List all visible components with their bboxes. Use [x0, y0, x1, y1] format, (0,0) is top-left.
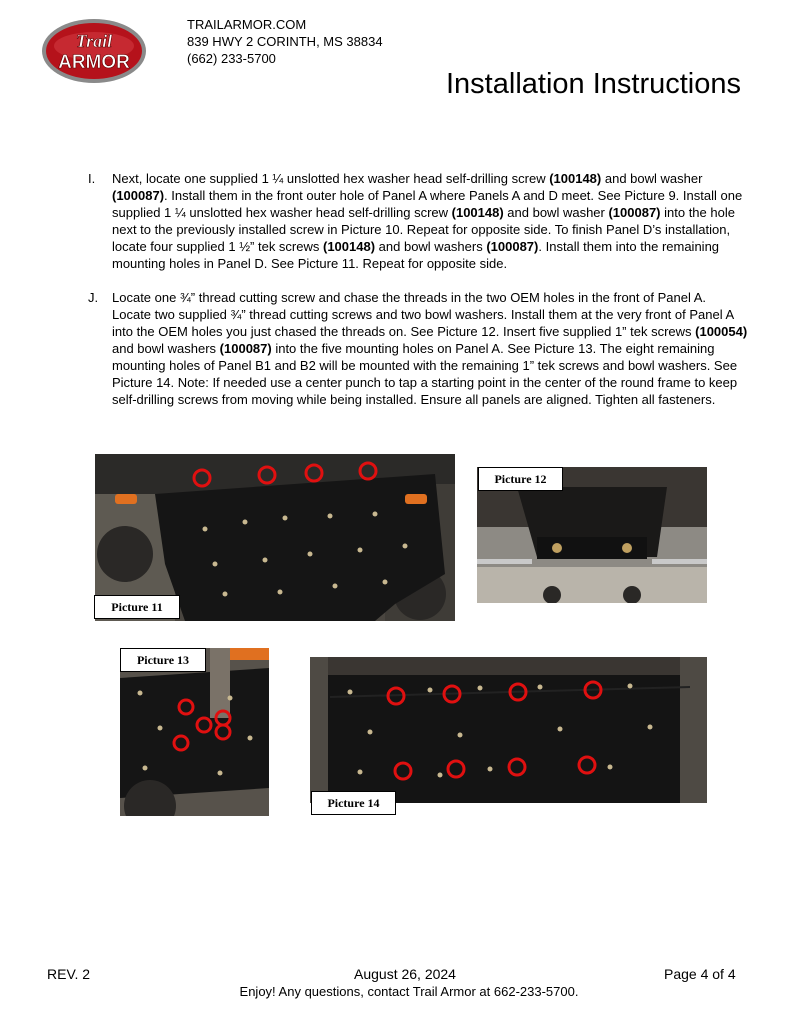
step-text-run: Locate one ¾” thread cutting screw and chase the threads in the two OEM holes in the front of Panel A. Locate two supplied ¾” thread cutting screws and two bowl washers. Install them at the very front of Panel A into the OEM holes you just chased the threads on. See Picture 12. Insert five supplied 1” tek screws [112, 290, 734, 339]
picture-12-caption: Picture 12 [478, 467, 563, 491]
step-text-run: into the hole next to the previously installed screw in Picture 10. Repeat for opposite side. To finish Panel D’s installation, locate four supplied 1 ½” tek screws [112, 205, 735, 254]
footer-date: August 26, 2024 [354, 966, 456, 982]
step-text-run: Next, locate one supplied 1 ¼ unslotted hex washer head self-drilling screw [112, 171, 550, 186]
part-number: (100087) [486, 239, 539, 254]
footer-contact-note: Enjoy! Any questions, contact Trail Armor at 662-233-5700. [239, 984, 579, 999]
picture-11-caption: Picture 11 [94, 595, 180, 619]
svg-text:ARMOR: ARMOR [58, 52, 130, 73]
page-title: Installation Instructions [446, 68, 741, 100]
company-phone: (662) 233-5700 [187, 51, 276, 66]
company-website: TRAILARMOR.COM [187, 17, 307, 32]
part-number: (100087) [219, 341, 272, 356]
step-marker: I. [88, 171, 96, 186]
step-text-run: into the five mounting holes on Panel A. See Picture 13. The eight remaining mounting holes of Panel B1 and B2 will be mounted with the remaining 1” tek screws and bowl washers. See Picture 14. Note: If needed use a center punch to tap a starting point in the center of the round frame to keep self-drilling screws from moving while being installed. Ensure all panels are aligned. Tighten all fasteners. [112, 341, 738, 407]
step-text-run: . Install them into the remaining mounting holes in Panel D. See Picture 11. Repeat for opposite side. [112, 239, 720, 271]
company-address: 839 HWY 2 CORINTH, MS 38834 [187, 34, 383, 49]
instruction-step [88, 289, 748, 408]
picture-14-caption: Picture 14 [311, 791, 396, 815]
part-number: (100054) [695, 324, 748, 339]
part-number: (100148) [451, 205, 504, 220]
trail-armor-logo [40, 16, 148, 86]
step-text-run: and bowl washer [601, 171, 703, 186]
footer-revision: REV. 2 [47, 966, 91, 982]
company-info [187, 16, 383, 67]
picture-13-caption: Picture 13 [120, 648, 206, 672]
step-marker: J. [88, 290, 99, 305]
step-text-run: and bowl washers [375, 239, 487, 254]
picture-14-photo [310, 657, 707, 803]
step-text [112, 289, 748, 408]
instruction-step [88, 170, 748, 272]
part-number: (100148) [323, 239, 376, 254]
step-text-run: and bowl washers [112, 341, 220, 356]
picture-13-photo [120, 648, 269, 816]
svg-text:Trail: Trail [75, 31, 113, 51]
step-text-run: . Install them in the front outer hole of Panel A where Panels A and D meet. See Picture 9. Install one supplied 1 ¼ unslotted hex washer head self-drilling screw [112, 188, 743, 220]
part-number: (100087) [112, 188, 165, 203]
part-number: (100148) [549, 171, 602, 186]
part-number: (100087) [608, 205, 661, 220]
step-text-run: and bowl washer [503, 205, 609, 220]
instruction-steps [88, 170, 748, 425]
step-text [112, 170, 748, 272]
footer-page-number: Page 4 of 4 [664, 966, 736, 982]
